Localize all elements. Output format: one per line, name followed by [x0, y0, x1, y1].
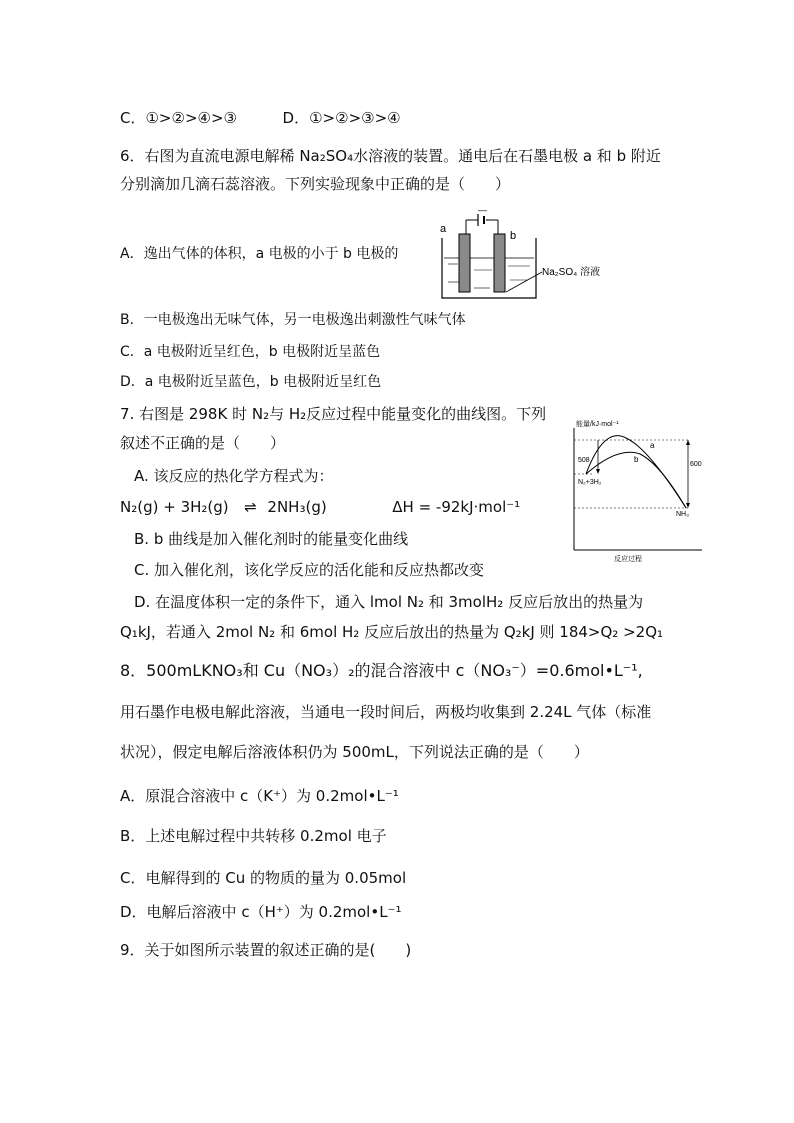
q5-option-d-label: D．	[282, 109, 310, 127]
q7-equation	[120, 497, 520, 517]
value-right: 600	[690, 461, 702, 468]
q8-stem-line3: 状况），假定电解后溶液体积仍为 500mL，下列说法正确的是（ ）	[120, 743, 589, 761]
reactants-label: N₂+3H₂	[578, 479, 602, 486]
q8-stem-line1: 8．500mLKNO₃和 Cu（NO₃）₂的混合溶液中 c（NO₃⁻）=0.6mol•L⁻¹,	[120, 661, 643, 680]
curve-a-label: a	[650, 441, 655, 450]
q6-stem-line1: 6．右图为直流电源电解稀 Na₂SO₄水溶液的装置。通电后在石墨电极 a 和 b 附近	[120, 147, 661, 165]
q5-options-row	[120, 108, 401, 128]
electrolysis-apparatus-figure	[434, 206, 624, 302]
electrode-a-label: a	[440, 223, 447, 235]
curve-a	[586, 436, 686, 508]
q7-option-c: C. 加入催化剂，该化学反应的活化能和反应热都改变	[134, 561, 485, 579]
electrode-a	[459, 234, 470, 292]
q8-stem-line2: 用石墨作电极电解此溶液，当通电一段时间后，两极均收集到 2.24L 气体（标准	[120, 703, 652, 721]
q7-option-d-line2: Q₁kJ，若通入 2mol N₂ 和 6mol H₂ 反应后放出的热量为 Q₂kJ 则 184>Q₂ >2Q₁	[120, 623, 664, 641]
equation-enthalpy: ΔH = -92kJ·mol⁻¹	[392, 498, 521, 516]
energy-profile-figure	[564, 416, 706, 566]
q7-stem-line1: 7. 右图是 298K 时 N₂与 H₂反应过程中能量变化的曲线图。下列	[120, 405, 547, 423]
equation-left: N₂(g) + 3H₂(g)	[120, 498, 229, 516]
q6-option-c: C．a 电极附近呈红色，b 电极附近呈蓝色	[120, 344, 381, 360]
y-axis-label: 能量/kJ·mol⁻¹	[576, 421, 619, 428]
x-axis-label: 反应过程	[614, 556, 642, 563]
q8-option-a: A．原混合溶液中 c（K⁺）为 0.2mol•L⁻¹	[120, 787, 399, 805]
q6-option-a: A．逸出气体的体积，a 电极的小于 b 电极的	[120, 246, 399, 262]
q5-option-c-value: ①>②>④>③	[145, 109, 237, 127]
q7-option-a: A. 该反应的热化学方程式为：	[134, 467, 334, 485]
q6-stem-line2: 分别滴加几滴石蕊溶液。下列实验现象中正确的是（ ）	[120, 175, 511, 193]
value-left: 508	[578, 457, 590, 464]
q5-option-d-value: ①>②>③>④	[309, 109, 401, 127]
product-label: NH₃	[676, 511, 689, 518]
q7-stem-line2: 叙述不正确的是（ ）	[120, 434, 286, 452]
solution-label: Na₂SO₄ 溶液	[542, 267, 600, 278]
electrode-b	[494, 234, 505, 292]
q6-option-d: D．a 电极附近呈蓝色，b 电极附近呈红色	[120, 374, 382, 390]
q8-option-d: D．电解后溶液中 c（H⁺）为 0.2mol•L⁻¹	[120, 903, 402, 921]
q9-stem: 9．关于如图所示装置的叙述正确的是( )	[120, 941, 412, 959]
equilibrium-arrow-icon: ⇌	[244, 498, 257, 516]
svg-text:—: —	[478, 206, 487, 215]
q8-option-b: B．上述电解过程中共转移 0.2mol 电子	[120, 827, 387, 845]
equation-right: 2NH₃(g)	[267, 498, 327, 516]
q7-option-b: B. b 曲线是加入催化剂时的能量变化曲线	[134, 530, 409, 548]
q7-option-d-line1: D. 在温度体积一定的条件下，通入 lmol N₂ 和 3molH₂ 反应后放出的热量为	[134, 593, 644, 611]
q5-option-c-label: C．	[120, 109, 146, 127]
curve-b-label: b	[634, 455, 639, 464]
electrode-b-label: b	[510, 230, 517, 242]
q8-option-c: C．电解得到的 Cu 的物质的量为 0.05mol	[120, 869, 407, 887]
q6-option-b: B．一电极逸出无味气体，另一电极逸出刺激性气味气体	[120, 312, 466, 328]
